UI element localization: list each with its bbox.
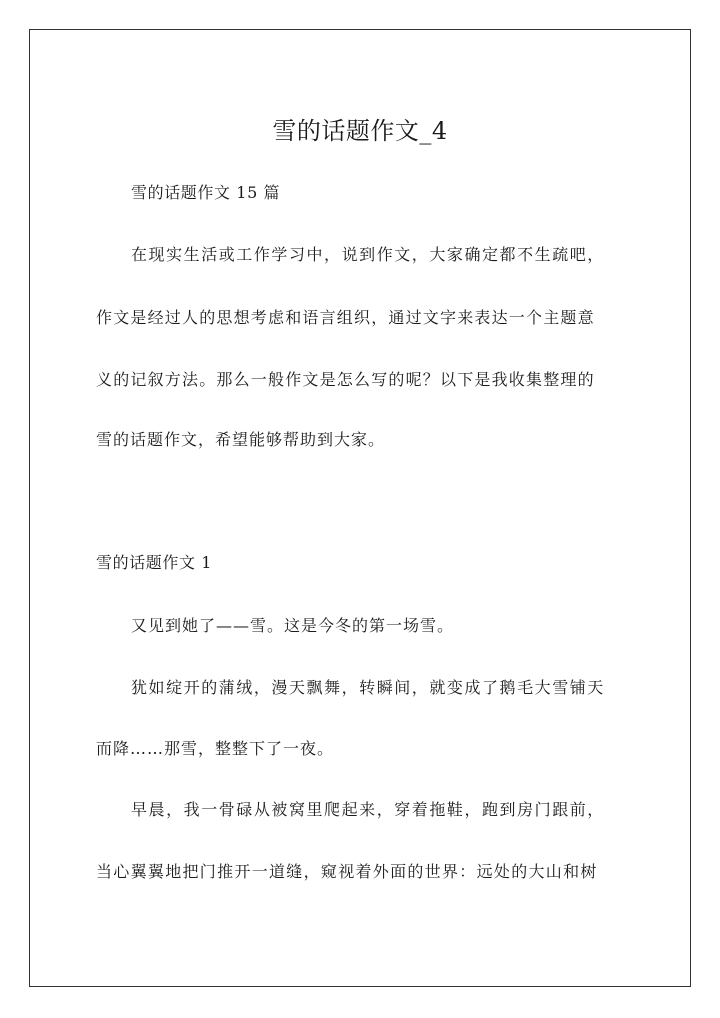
intro-line-2: 作文是经过人的思想考虑和语言组织，通过文字来表达一个主题意 [96, 308, 595, 327]
document-subtitle: 雪的话题作文 15 篇 [131, 183, 281, 202]
section-heading: 雪的话题作文 1 [96, 553, 213, 572]
paragraph-4-line-1: 早晨，我一骨碌从被窝里爬起来，穿着拖鞋，跑到房门跟前， [131, 800, 605, 819]
intro-line-1: 在现实生活或工作学习中，说到作文，大家确定都不生疏吧， [131, 245, 605, 264]
paragraph-4-line-2: 当心翼翼地把门推开一道缝，窥视着外面的世界：远处的大山和树 [96, 862, 598, 881]
page-border [29, 29, 691, 987]
paragraph-3-line-2: 而降……那雪，整整下了一夜。 [96, 739, 335, 758]
intro-line-4: 雪的话题作文，希望能够帮助到大家。 [96, 430, 386, 449]
document-title: 雪的话题作文_4 [272, 117, 448, 145]
intro-line-3: 义的记叙方法。那么一般作文是怎么写的呢？以下是我收集整理的 [96, 370, 595, 389]
paragraph-2: 又见到她了——雪。这是今冬的第一场雪。 [131, 616, 455, 635]
paragraph-3-line-1: 犹如绽开的蒲绒，漫天飘舞，转瞬间，就变成了鹅毛大雪铺天 [131, 678, 605, 697]
